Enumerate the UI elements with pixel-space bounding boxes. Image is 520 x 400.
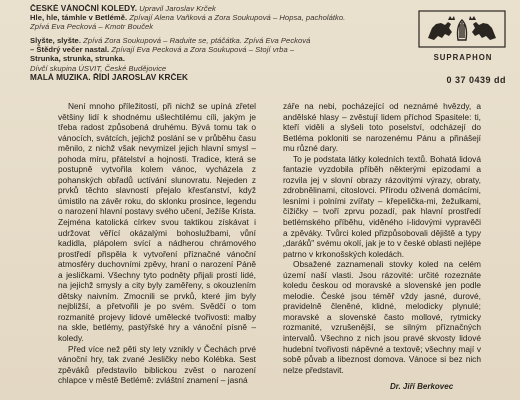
track-listing: [30, 4, 410, 82]
track-performers: Zpívají Alena Vaňková a Zora Soukupová – Hopsa, pacholátko.: [129, 13, 346, 23]
footer-credit-line: [30, 73, 410, 82]
track-line: [30, 45, 410, 54]
track-title: – Štědrý večer nastal.: [30, 45, 110, 55]
label-brand: SUPRAPHON: [433, 53, 493, 62]
ensemble-credit: Dívčí skupina ÚSVIT, České Budějovice: [30, 63, 167, 73]
album-title-line: [30, 4, 410, 13]
author-signature: Dr. Jiří Berkovec: [390, 382, 454, 391]
track-line: [30, 36, 410, 45]
liner-notes-paragraph: záře na nebi, pocházející od neznámé hvězdy, a andělské hlasy – zvěstují lidem příchod Spasitele: ti, kteří viděli a slyšeli toto poselství, odcházejí do Betléma pokloniti se narozenému Pánu a přinášejí mu různé dary.: [283, 101, 481, 154]
track-line: [30, 13, 410, 22]
track-line: [30, 54, 410, 63]
track-extra: Zpívá Eva Pecková – Kmotr Bouček: [30, 22, 154, 32]
liner-notes-left-column: [58, 101, 256, 386]
supraphon-lion-logo-icon: [418, 10, 506, 48]
track-title: Hle, hle, támhle v Betlémě.: [30, 13, 128, 23]
arranger-credit: Upravil Jaroslav Krček: [139, 4, 216, 13]
catalog-number: 0 37 0439 dd: [446, 75, 506, 85]
track-line: [30, 22, 410, 31]
liner-notes-paragraph: To je podstata látky koledních textů. Bohatá lidová fantazie vyzdobila příběh některými epizodami a rozvila jej v slovní obrazy rázovitými výrazy, obraty, zdrobnělinami, citoslovci. Přírodu oživená domácími, lesními i polními zvířaty – křepelička-mi, žežulkami, čížičky – tvoří zprvu pozadí, pak hlavní prostředí betlémského příběhu, viděného i-lidovými vypravěči a zpěváky. Tvůrci koled přizpůsobovali dějiště a typy „daráků" svému okolí, jak je to v české oblasti nejlépe patrno v krkonošských koledách.: [283, 153, 481, 259]
track-extra: Zpívá Eva Pecková: [244, 36, 311, 46]
liner-notes-paragraph: Před více než pěti sty lety vznikly v Čechách prvé vánoční hry, tak zvané Jesličky nebo Kolébka. Sest zpěváků představilo biblickou zvěst o narození chlapce v městě Betlémě: zvláštní znamení – jasná: [58, 343, 256, 386]
ensemble-title: MALÁ MUZIKA. ŘÍDÍ JAROSLAV KRČEK: [30, 72, 188, 82]
track-extra: Strunka, strunka, strunka.: [30, 54, 125, 64]
liner-notes-paragraph: Obsažené zaznamenali stovky koled na celém území naší vlasti. Jsou rázovité: určité rozeznáte koledu českou od moravské a slovenské jen podle melodie. České jsou téměř vždy jasné, durové, pravidelně členěné, klidné, melodicky plynulé; moravské a slovenské často mollové, rytmicky rozmanité, vzrušenější, se silným příznačných intervalů. Všechno z nich jsou pravé skvosty lidové hudební tvořivosti nápěvné a textově; všechny mají v sobě půvab a libeznost domova. Vánoce si bez nich nelze představit.: [283, 259, 481, 375]
liner-notes-paragraph: Není mnoho příležitostí, při nichž se upíná zřetel většiny lidí k shodnému ušlechtilému cíli, jakým je třeba radost způsobená druhému. Bývá tomu tak o vánocích, svátcích, jejichž poslání se v průběhu času měnilo, z nichž však nevymizel jejich hlavní smysl – pohoda míru, přátelství a hojnosti. Tradice, která se postupně vytvořila kolem vánoc, vycházela z pohanských obřadů uctívání slunovratu. Nejeden z prvků těchto slavností přejalo křesťanství, když úmistilo na závěr roku, do sklonku prosince, legendu o narození hlavní postavy svého učení, Ježíše Krista. Zejména katolická církev svou taktikou získávat i udržovat věřící okázalými bohoslužbami, vůní kadidla, plápolem svící a nádherou chrámového prostředí přispěla k vytvoření příznačné vánoční atmosféry duchovními zpěvy, hraní o narození Páně a jesličkami. Všechny tyto podněty přijali prostí lidé, na jejichž smysly a city byly zaměřeny, s okouzlením dětsky naivním. Zmocnili se prvků, které jim byly nejbližší, a přetvořili je po svém. Svědčí o tom rozmanité projevy lidové umělecké tvořivosti: malby na skle, betlémy, pastýřské hry a vánoční písně – koledy.: [58, 101, 256, 344]
track-title: Slyšte, slyšte.: [30, 36, 81, 46]
track-performers: Zpívá Zora Soukupová – Raduite se, ptáčátka.: [83, 36, 242, 46]
album-title: ČESKÉ VÁNOČNÍ KOLEDY.: [30, 4, 138, 13]
track-line: [30, 64, 410, 73]
liner-notes-right-column: [283, 101, 481, 375]
track-performers: Zpívají Eva Pecková a Zora Soukupová – Stojí vrba –: [111, 45, 295, 55]
